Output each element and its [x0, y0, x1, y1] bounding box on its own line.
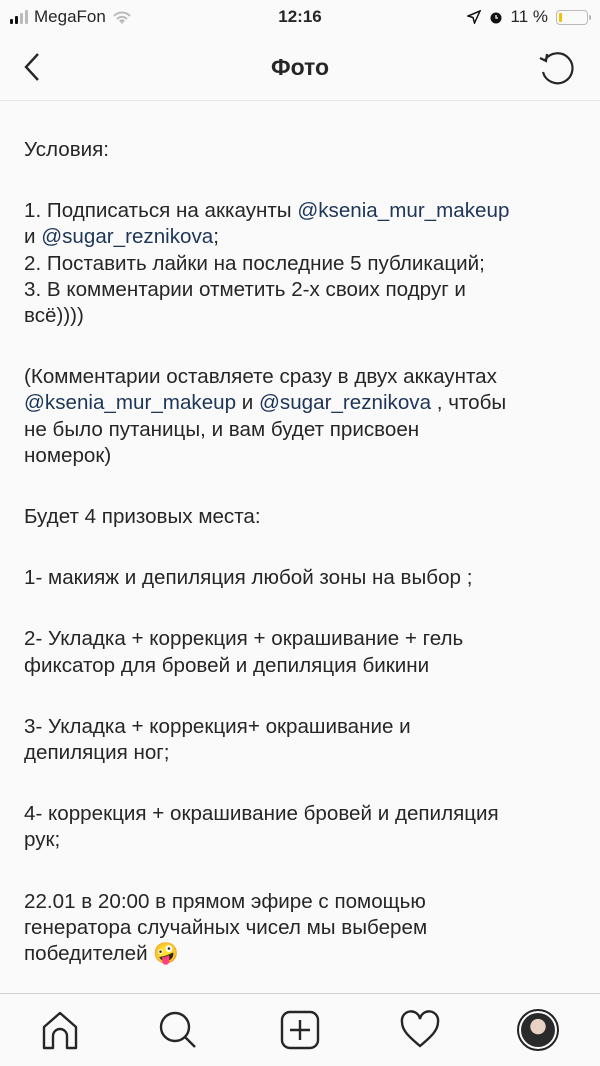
battery-percent: 11 % [510, 7, 548, 26]
caption-text: 4- коррекция + окрашивание бровей и депиляция [24, 802, 499, 826]
caption-paragraph [24, 889, 580, 968]
caption-paragraph [24, 565, 580, 591]
caption-text: 2- Укладка + коррекция + окрашивание + гель [24, 627, 464, 651]
top-nav [0, 36, 600, 101]
mention-link[interactable]: @ksenia_mur_makeup [297, 199, 510, 223]
carrier-label: MegaFon [34, 7, 106, 26]
mention-link[interactable]: @sugar_reznikova [41, 225, 214, 249]
caption-text: 3. В комментарии отметить 2-х своих подруг и [24, 277, 466, 301]
caption-paragraph [24, 504, 580, 530]
caption-paragraph [24, 137, 580, 163]
caption-text: депиляция ног; [24, 741, 170, 765]
caption-text: 1- макияж и депиляция любой зоны на выбор ; [24, 566, 473, 590]
post-caption [24, 100, 580, 1002]
caption-text: Будет 4 призовых места: [24, 505, 261, 529]
mention-link[interactable]: @ksenia_mur_makeup [24, 391, 237, 415]
caption-text: Условия: [24, 138, 110, 161]
new-post-icon[interactable] [278, 1008, 322, 1052]
caption-text: всё)))) [24, 304, 84, 328]
home-icon[interactable] [38, 1008, 82, 1052]
location-icon [467, 10, 481, 24]
alarm-icon [489, 10, 503, 24]
profile-avatar[interactable] [517, 1009, 559, 1051]
caption-text: 22.01 в 20:00 в прямом эфире с помощью [24, 889, 426, 913]
caption-text: (Комментарии оставляете сразу в двух аккаунтах [24, 365, 497, 389]
bottom-tab-bar [0, 993, 600, 1066]
caption-text: не было путаницы, и вам будет присвоен [24, 417, 420, 441]
caption-text: фиксатор для бровей и депиляция бикини [24, 653, 430, 677]
search-icon[interactable] [156, 1008, 200, 1052]
caption-text: 1. Подписаться на аккаунты [24, 199, 298, 223]
battery-icon [556, 10, 588, 25]
caption-text: 2. Поставить лайки на последние 5 публикаций; [24, 251, 485, 275]
caption-text: , чтобы [431, 391, 507, 415]
caption-text: рук; [24, 828, 61, 852]
caption-paragraph [24, 714, 580, 766]
caption-text: и [24, 225, 42, 249]
caption-text: 3- Укладка + коррекция+ окрашивание и [24, 714, 411, 738]
page-title: Фото [270, 54, 330, 80]
caption-text: номерок) [24, 443, 112, 467]
caption-paragraph [24, 801, 580, 853]
mention-link[interactable]: @sugar_reznikova [259, 391, 432, 415]
caption-text: и [236, 391, 260, 415]
caption-text: ; [213, 225, 219, 249]
status-bar [0, 0, 600, 36]
activity-heart-icon[interactable] [398, 1008, 442, 1052]
caption-paragraph [24, 198, 580, 329]
caption-text: победителей 🤪 [24, 942, 179, 966]
caption-paragraph [24, 364, 580, 469]
refresh-button[interactable] [536, 48, 576, 88]
caption-paragraph [24, 626, 580, 678]
caption-text: генератора случайных чисел мы выберем [24, 915, 428, 939]
clock: 12:16 [278, 7, 322, 26]
